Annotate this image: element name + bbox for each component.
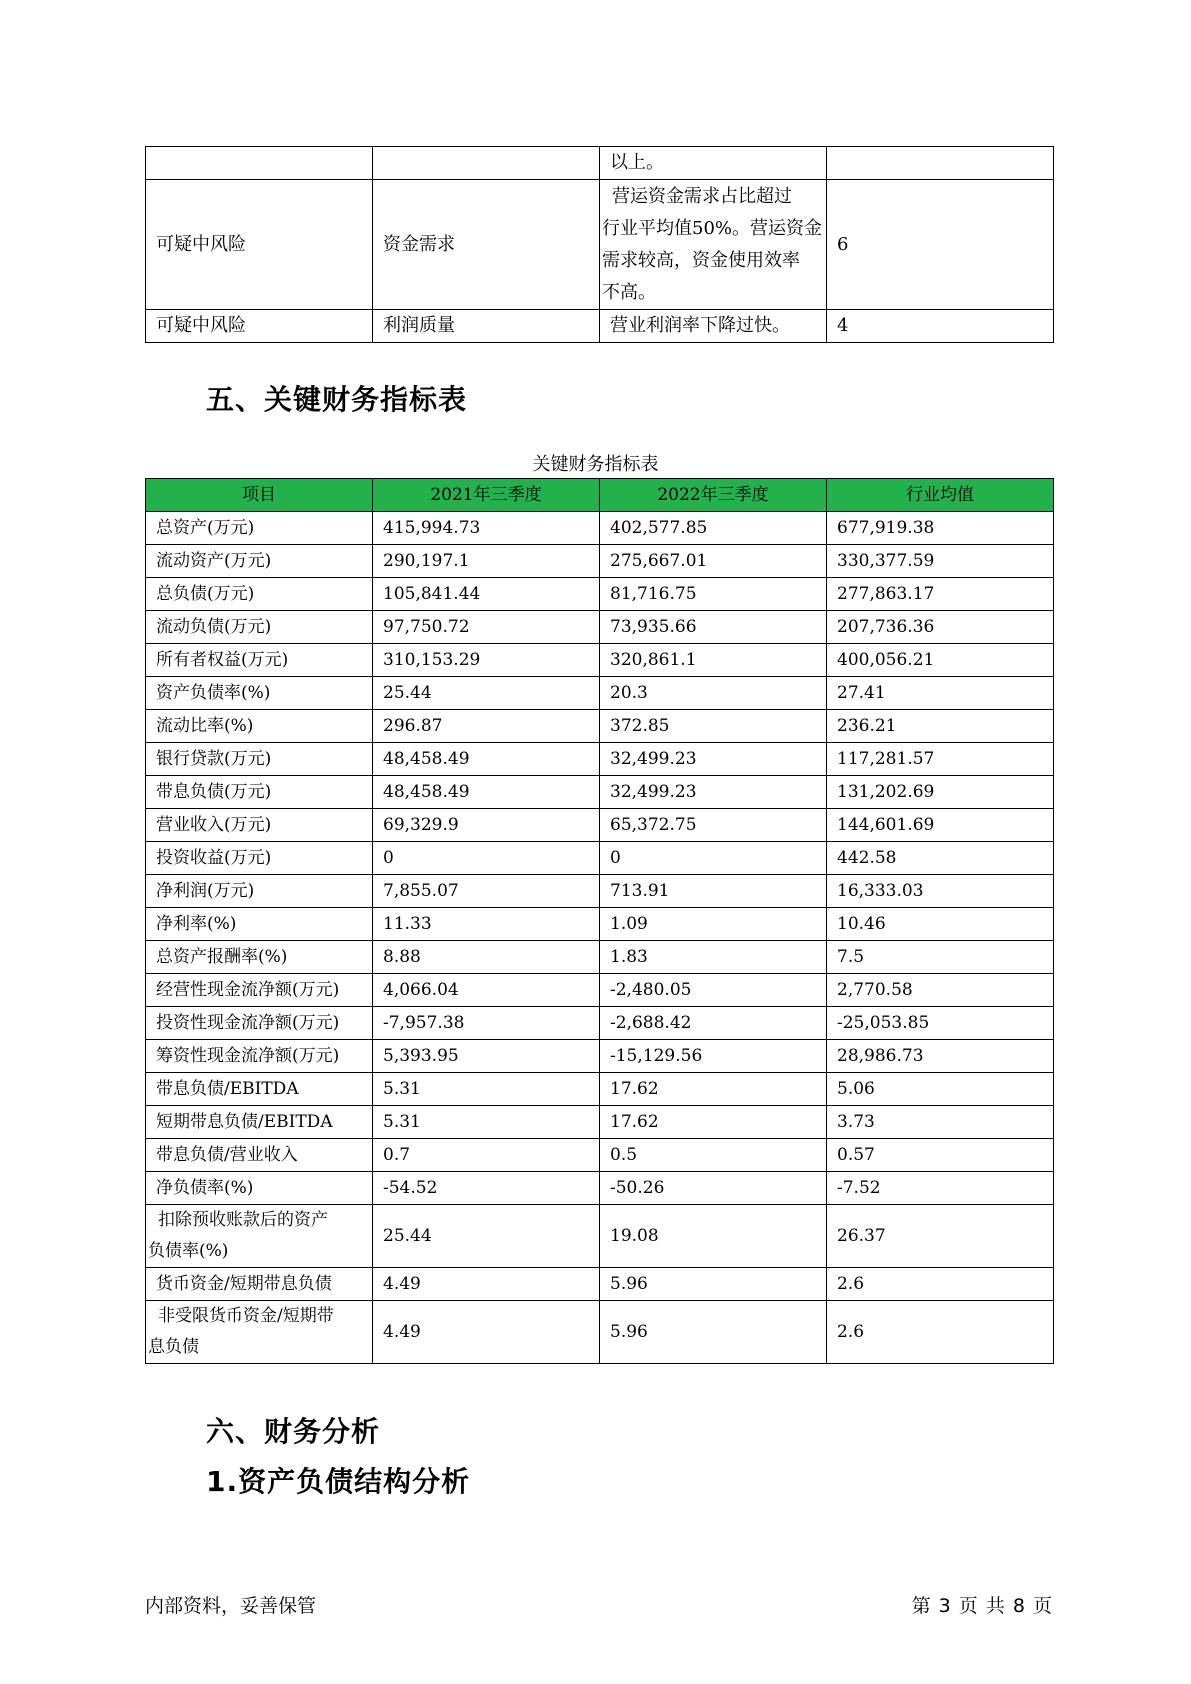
header-cell: 行业均值 bbox=[827, 479, 1054, 512]
value-cell: 330,377.59 bbox=[827, 545, 1054, 578]
header-cell: 项目 bbox=[146, 479, 373, 512]
table-row bbox=[146, 611, 1054, 644]
table-row bbox=[146, 1268, 1054, 1301]
value-cell: 32,499.23 bbox=[600, 743, 827, 776]
value-cell: 0 bbox=[373, 842, 600, 875]
value-cell: 11.33 bbox=[373, 908, 600, 941]
value-cell: 97,750.72 bbox=[373, 611, 600, 644]
value-cell: 713.91 bbox=[600, 875, 827, 908]
table-row bbox=[146, 644, 1054, 677]
value-cell: 81,716.75 bbox=[600, 578, 827, 611]
risk-item-cell: 资金需求 bbox=[373, 180, 600, 310]
value-cell: 2.6 bbox=[827, 1301, 1054, 1364]
value-cell: 1.83 bbox=[600, 941, 827, 974]
table-row bbox=[146, 1106, 1054, 1139]
value-cell: -50.26 bbox=[600, 1172, 827, 1205]
value-cell: 236.21 bbox=[827, 710, 1054, 743]
table-row bbox=[146, 974, 1054, 1007]
value-cell: 372.85 bbox=[600, 710, 827, 743]
value-cell: -25,053.85 bbox=[827, 1007, 1054, 1040]
label-line: 非受限货币资金/短期带 bbox=[158, 1306, 334, 1326]
metric-label-cell bbox=[146, 1268, 373, 1301]
value-cell: 0.57 bbox=[827, 1139, 1054, 1172]
metric-label-cell: 带息负债(万元) bbox=[146, 776, 373, 809]
value-cell: 5.31 bbox=[373, 1106, 600, 1139]
table-row bbox=[146, 710, 1054, 743]
table-row bbox=[146, 545, 1054, 578]
table-row bbox=[146, 1205, 1054, 1268]
section-heading: 五、关键财务指标表 bbox=[206, 383, 468, 416]
value-cell: 5.96 bbox=[600, 1301, 827, 1364]
value-cell: -15,129.56 bbox=[600, 1040, 827, 1073]
footer-note: 内部资料，妥善保管 bbox=[145, 1595, 317, 1617]
metric-label-cell: 总资产(万元) bbox=[146, 512, 373, 545]
value-cell: 3.73 bbox=[827, 1106, 1054, 1139]
value-cell: 290,197.1 bbox=[373, 545, 600, 578]
value-cell: 144,601.69 bbox=[827, 809, 1054, 842]
value-cell: 4.49 bbox=[373, 1268, 600, 1301]
header-cell: 2022年三季度 bbox=[600, 479, 827, 512]
section-heading: 六、财务分析 bbox=[206, 1415, 381, 1448]
risk-score-cell: 4 bbox=[827, 310, 1054, 343]
metric-label-cell: 流动比率(%) bbox=[146, 710, 373, 743]
risk-score-cell: 6 bbox=[827, 180, 1054, 310]
metric-label-cell: 银行贷款(万元) bbox=[146, 743, 373, 776]
value-cell: 5.96 bbox=[600, 1268, 827, 1301]
metric-label-cell: 带息负债/营业收入 bbox=[146, 1139, 373, 1172]
value-cell: 207,736.36 bbox=[827, 611, 1054, 644]
metric-label-cell: 总负债(万元) bbox=[146, 578, 373, 611]
value-cell: 10.46 bbox=[827, 908, 1054, 941]
risk-item-cell bbox=[373, 147, 600, 180]
metric-label-cell: 资产负债率(%) bbox=[146, 677, 373, 710]
value-cell: 277,863.17 bbox=[827, 578, 1054, 611]
kpi-table-body bbox=[146, 479, 1054, 1364]
label-line: 负债率(%) bbox=[148, 1241, 229, 1261]
desc-line: 不高。 bbox=[602, 281, 656, 303]
value-cell: 0 bbox=[600, 842, 827, 875]
value-cell: 73,935.66 bbox=[600, 611, 827, 644]
value-cell: 442.58 bbox=[827, 842, 1054, 875]
table-caption: 关键财务指标表 bbox=[532, 454, 659, 475]
value-cell: 48,458.49 bbox=[373, 743, 600, 776]
value-cell: 105,841.44 bbox=[373, 578, 600, 611]
table-row bbox=[146, 743, 1054, 776]
value-cell: -7.52 bbox=[827, 1172, 1054, 1205]
value-cell: 7.5 bbox=[827, 941, 1054, 974]
value-cell: 4.49 bbox=[373, 1301, 600, 1364]
value-cell: 5.31 bbox=[373, 1073, 600, 1106]
value-cell: 402,577.85 bbox=[600, 512, 827, 545]
value-cell: 16,333.03 bbox=[827, 875, 1054, 908]
desc-line: 营运资金需求占比超过 bbox=[612, 185, 792, 207]
value-cell: 2,770.58 bbox=[827, 974, 1054, 1007]
value-cell: 400,056.21 bbox=[827, 644, 1054, 677]
risk-desc-cell bbox=[600, 180, 827, 310]
value-cell: 27.41 bbox=[827, 677, 1054, 710]
value-cell: 19.08 bbox=[600, 1205, 827, 1268]
value-cell: 20.3 bbox=[600, 677, 827, 710]
label-line: 扣除预收账款后的资产 bbox=[158, 1210, 328, 1230]
table-row bbox=[146, 1073, 1054, 1106]
table-row bbox=[146, 180, 1054, 310]
value-cell: -54.52 bbox=[373, 1172, 600, 1205]
value-cell: 117,281.57 bbox=[827, 743, 1054, 776]
metric-label-cell: 所有者权益(万元) bbox=[146, 644, 373, 677]
subsection-heading: 1.资产负债结构分析 bbox=[206, 1465, 471, 1498]
table-row bbox=[146, 512, 1054, 545]
table-row bbox=[146, 842, 1054, 875]
table-row bbox=[146, 1172, 1054, 1205]
value-cell: 320,861.1 bbox=[600, 644, 827, 677]
value-cell: 310,153.29 bbox=[373, 644, 600, 677]
table-row bbox=[146, 578, 1054, 611]
metric-label-cell: 营业收入(万元) bbox=[146, 809, 373, 842]
metric-label-cell bbox=[146, 1301, 373, 1364]
value-cell: 0.5 bbox=[600, 1139, 827, 1172]
table-row bbox=[146, 776, 1054, 809]
value-cell: -2,480.05 bbox=[600, 974, 827, 1007]
header-cell: 2021年三季度 bbox=[373, 479, 600, 512]
label-line: 息负债 bbox=[148, 1337, 199, 1357]
value-cell: 2.6 bbox=[827, 1268, 1054, 1301]
risk-item-cell: 利润质量 bbox=[373, 310, 600, 343]
metric-label-cell: 净利润(万元) bbox=[146, 875, 373, 908]
desc-line: 需求较高，资金使用效率 bbox=[602, 249, 800, 271]
value-cell: 275,667.01 bbox=[600, 545, 827, 578]
risk-level-cell bbox=[146, 147, 373, 180]
value-cell: 7,855.07 bbox=[373, 875, 600, 908]
metric-label-cell bbox=[146, 1205, 373, 1268]
value-cell: 296.87 bbox=[373, 710, 600, 743]
value-cell: 28,986.73 bbox=[827, 1040, 1054, 1073]
table-row bbox=[146, 941, 1054, 974]
table-row bbox=[146, 875, 1054, 908]
metric-label-cell: 投资收益(万元) bbox=[146, 842, 373, 875]
table-row bbox=[146, 147, 1054, 180]
page-number: 第 3 页 共 8 页 bbox=[911, 1595, 1053, 1617]
metric-label-cell: 投资性现金流净额(万元) bbox=[146, 1007, 373, 1040]
value-cell: -7,957.38 bbox=[373, 1007, 600, 1040]
value-cell: 26.37 bbox=[827, 1205, 1054, 1268]
value-cell: -2,688.42 bbox=[600, 1007, 827, 1040]
table-row bbox=[146, 1139, 1054, 1172]
table-row bbox=[146, 908, 1054, 941]
value-cell: 25.44 bbox=[373, 677, 600, 710]
value-cell: 25.44 bbox=[373, 1205, 600, 1268]
desc-line: 行业平均值50%。营运资金 bbox=[602, 217, 823, 239]
metric-label-cell: 流动资产(万元) bbox=[146, 545, 373, 578]
value-cell: 415,994.73 bbox=[373, 512, 600, 545]
metric-label-cell: 流动负债(万元) bbox=[146, 611, 373, 644]
table-row bbox=[146, 310, 1054, 343]
value-cell: 48,458.49 bbox=[373, 776, 600, 809]
metric-label-cell: 带息负债/EBITDA bbox=[146, 1073, 373, 1106]
metric-label-cell: 筹资性现金流净额(万元) bbox=[146, 1040, 373, 1073]
value-cell: 32,499.23 bbox=[600, 776, 827, 809]
value-cell: 677,919.38 bbox=[827, 512, 1054, 545]
metric-label-cell: 经营性现金流净额(万元) bbox=[146, 974, 373, 1007]
table-row bbox=[146, 809, 1054, 842]
risk-desc-cell: 以上。 bbox=[600, 147, 827, 180]
table-row bbox=[146, 1007, 1054, 1040]
value-cell: 4,066.04 bbox=[373, 974, 600, 1007]
value-cell: 8.88 bbox=[373, 941, 600, 974]
value-cell: 0.7 bbox=[373, 1139, 600, 1172]
value-cell: 131,202.69 bbox=[827, 776, 1054, 809]
table-row bbox=[146, 1040, 1054, 1073]
value-cell: 5.06 bbox=[827, 1073, 1054, 1106]
table-row bbox=[146, 677, 1054, 710]
risk-level-cell: 可疑中风险 bbox=[146, 180, 373, 310]
value-cell: 17.62 bbox=[600, 1073, 827, 1106]
metric-label-cell: 净利率(%) bbox=[146, 908, 373, 941]
risk-table bbox=[145, 146, 1054, 343]
value-cell: 5,393.95 bbox=[373, 1040, 600, 1073]
metric-label-cell: 短期带息负债/EBITDA bbox=[146, 1106, 373, 1139]
metric-label-cell: 总资产报酬率(%) bbox=[146, 941, 373, 974]
value-cell: 1.09 bbox=[600, 908, 827, 941]
risk-level-cell: 可疑中风险 bbox=[146, 310, 373, 343]
value-cell: 69,329.9 bbox=[373, 809, 600, 842]
value-cell: 17.62 bbox=[600, 1106, 827, 1139]
metric-label-cell: 净负债率(%) bbox=[146, 1172, 373, 1205]
kpi-table bbox=[145, 478, 1054, 1364]
table-row bbox=[146, 1301, 1054, 1364]
table-header-row bbox=[146, 479, 1054, 512]
risk-score-cell bbox=[827, 147, 1054, 180]
label-line: 货币资金/短期带息负债 bbox=[156, 1274, 332, 1294]
value-cell: 65,372.75 bbox=[600, 809, 827, 842]
risk-desc-cell: 营业利润率下降过快。 bbox=[600, 310, 827, 343]
